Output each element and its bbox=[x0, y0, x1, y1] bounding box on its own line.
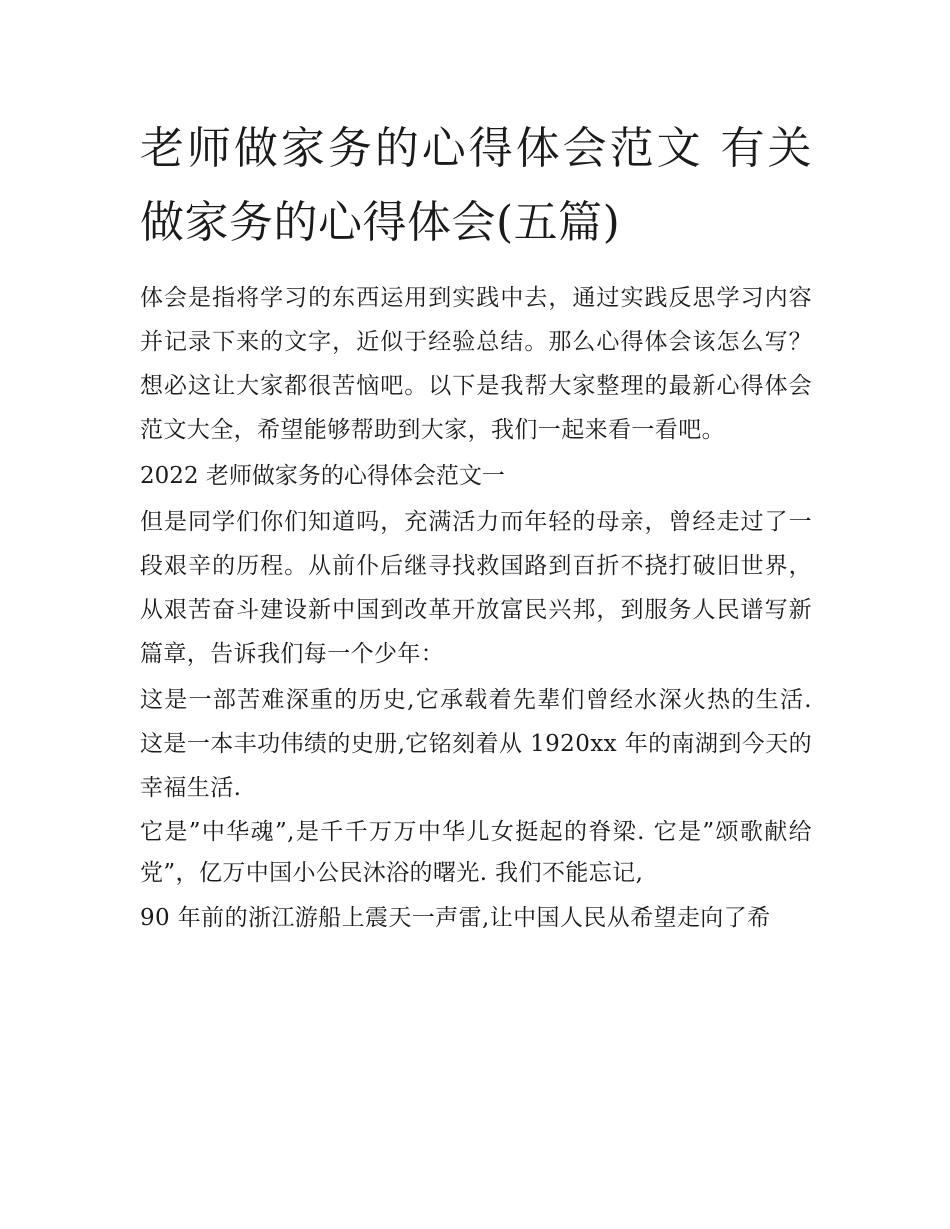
document-body bbox=[140, 112, 812, 942]
section-heading: 2022 老师做家务的心得体会范文一 bbox=[140, 463, 505, 489]
body-paragraph: 但是同学们你们知道吗，充满活力而年轻的母亲，曾经走过了一段艰辛的历程。从前仆后继寻找救国路到百折不挠打破旧世界，从艰苦奋斗建设新中国到改革开放富民兴邦，到服务人民谱写新篇章，告诉我们每一个少年： bbox=[140, 509, 812, 667]
body-paragraph: 这是一部苦难深重的历史,它承载着先辈们曾经水深火热的生活. 这是一本丰功伟绩的史册,它铭刻着从 1920xx 年的南湖到今天的幸福生活. bbox=[140, 687, 812, 801]
body-paragraph: 它是”中华魂”,是千千万万中华儿女挺起的脊梁. 它是”颂歌献给党”，亿万中国小公民沐浴的曙光. 我们不能忘记, bbox=[140, 819, 812, 886]
body-paragraph: 90 年前的浙江游船上震天一声雷,让中国人民从希望走向了希 bbox=[140, 905, 771, 931]
document-title: 老师做家务的心得体会范文 有关做家务的心得体会(五篇) bbox=[140, 123, 812, 248]
intro-paragraph: 体会是指将学习的东西运用到实践中去，通过实践反思学习内容并记录下来的文字，近似于经验总结。那么心得体会该怎么写？想必这让大家都很苦恼吧。以下是我帮大家整理的最新心得体会范文大全，希望能够帮助到大家，我们一起来看一看吧。 bbox=[140, 285, 812, 443]
